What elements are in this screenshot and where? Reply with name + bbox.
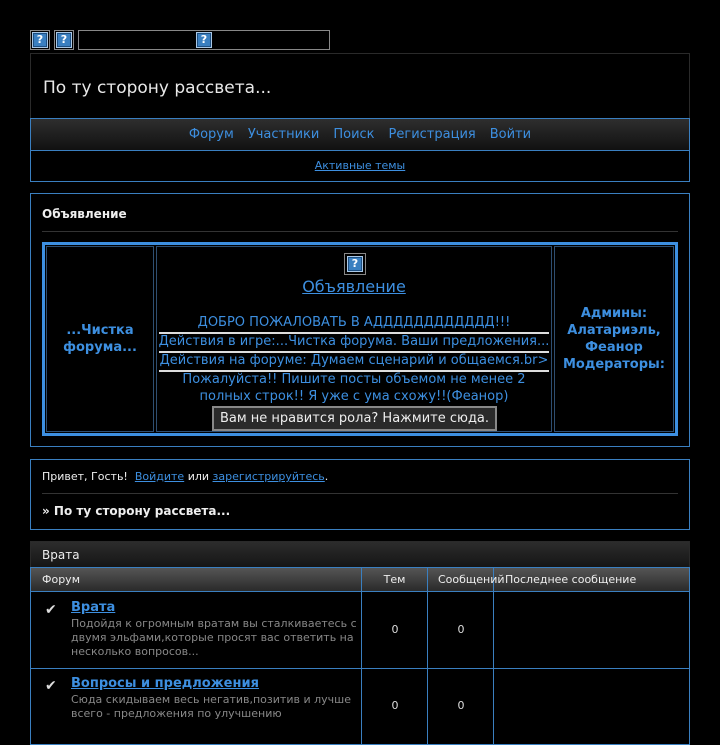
column-header-posts: Сообщений [428,568,494,591]
forum-cell [31,592,362,668]
announcement-left-cell [46,246,154,432]
announcement-line: Действия в игре:...Чистка форума. Ваши предложения... [158,334,550,349]
forum-cell [31,668,362,744]
announcement-table [42,242,678,436]
nav-item-search[interactable]: Поиск [333,127,375,142]
site-header [30,53,690,119]
read-status-icon: ✔ [45,678,57,694]
divider [42,493,678,494]
main-nav [30,118,690,151]
announcement-left-text: ...Чистка форума... [63,323,137,355]
posts-count: 0 [457,623,465,636]
admin-name: Алатариэль, [567,323,661,338]
read-status-icon: ✔ [45,602,57,618]
sub-nav [30,150,690,182]
nav-item-forum[interactable]: Форум [188,127,234,142]
top-image-strip [30,30,330,50]
announcement-right-cell [554,246,674,432]
posts-count: 0 [457,699,465,712]
announcement-line: Действия на форуме: Думаем сценарий и общаемся.br> [159,353,549,368]
broken-image-icon: ? [54,30,74,50]
site-title: По ту сторону рассвета... [43,78,272,98]
forum-row[interactable] [30,668,690,745]
nav-item-register[interactable]: Регистрация [388,127,476,142]
announcement-line: Пожалуйста!! Пишите посты объемом не менее 2 [182,372,526,387]
announcement-line: ДОБРО ПОЖАЛОВАТЬ В АДДДДДДДДДДДД!!! [197,315,511,330]
nav-item-login[interactable]: Войти [489,127,532,142]
posts-cell [428,592,494,668]
broken-image-icon: ? [344,253,366,275]
category-title[interactable]: Врата [42,548,80,562]
period: . [324,470,329,483]
forum-description: Сюда скидываем весь негатив,позитив и лучше всего - предложения по улучшению [71,693,351,720]
active-topics-link[interactable]: Активные темы [314,159,406,172]
topics-cell [362,668,428,744]
announcement-box [30,193,690,447]
forum-link[interactable]: Врата [71,600,116,615]
category-header [30,541,690,568]
divider [42,231,678,232]
forum-link[interactable]: Вопросы и предложения [71,676,259,691]
breadcrumb: » По ту сторону рассвета... [42,504,231,518]
topics-count: 0 [391,623,399,636]
broken-image-icon: ? [30,30,50,50]
announcement-title[interactable]: Объявление [302,277,406,296]
forum-table-header [30,567,690,592]
or-text: или [187,470,210,483]
announcement-line: полных строк!! Я уже с ума схожу!!(Феанор) [199,389,509,404]
guest-greeting-box [30,459,690,530]
last-post-cell [494,592,689,668]
last-post-cell [494,668,689,744]
nav-item-members[interactable]: Участники [247,127,320,142]
role-dislike-button[interactable]: Вам не нравится рола? Нажмите сюда. [212,406,497,431]
posts-cell [428,668,494,744]
forum-description: Подойдя к огромным вратам вы сталкиваетесь с двумя эльфами,которые просят вас ответить на несколько вопросов... [71,617,357,658]
greeting-line [42,470,328,483]
admins-label: Админы: [580,306,648,321]
announcement-center-cell [156,246,552,432]
column-header-forum: Форум [31,568,362,591]
admin-name: Феанор [585,340,643,355]
forum-row[interactable] [30,592,690,669]
register-link[interactable]: зарегистрируйтесь [212,470,325,483]
column-header-last-post: Последнее сообщение [505,573,637,586]
topics-count: 0 [391,699,399,712]
login-link[interactable]: Войдите [134,470,185,483]
banner-broken-image-icon: ? [78,30,330,50]
column-header-topics: Тем [362,568,428,591]
announcement-heading: Объявление [42,207,127,221]
topics-cell [362,592,428,668]
moderators-label: Модераторы: [563,357,665,372]
greeting-text: Привет, Гость! [42,470,128,483]
